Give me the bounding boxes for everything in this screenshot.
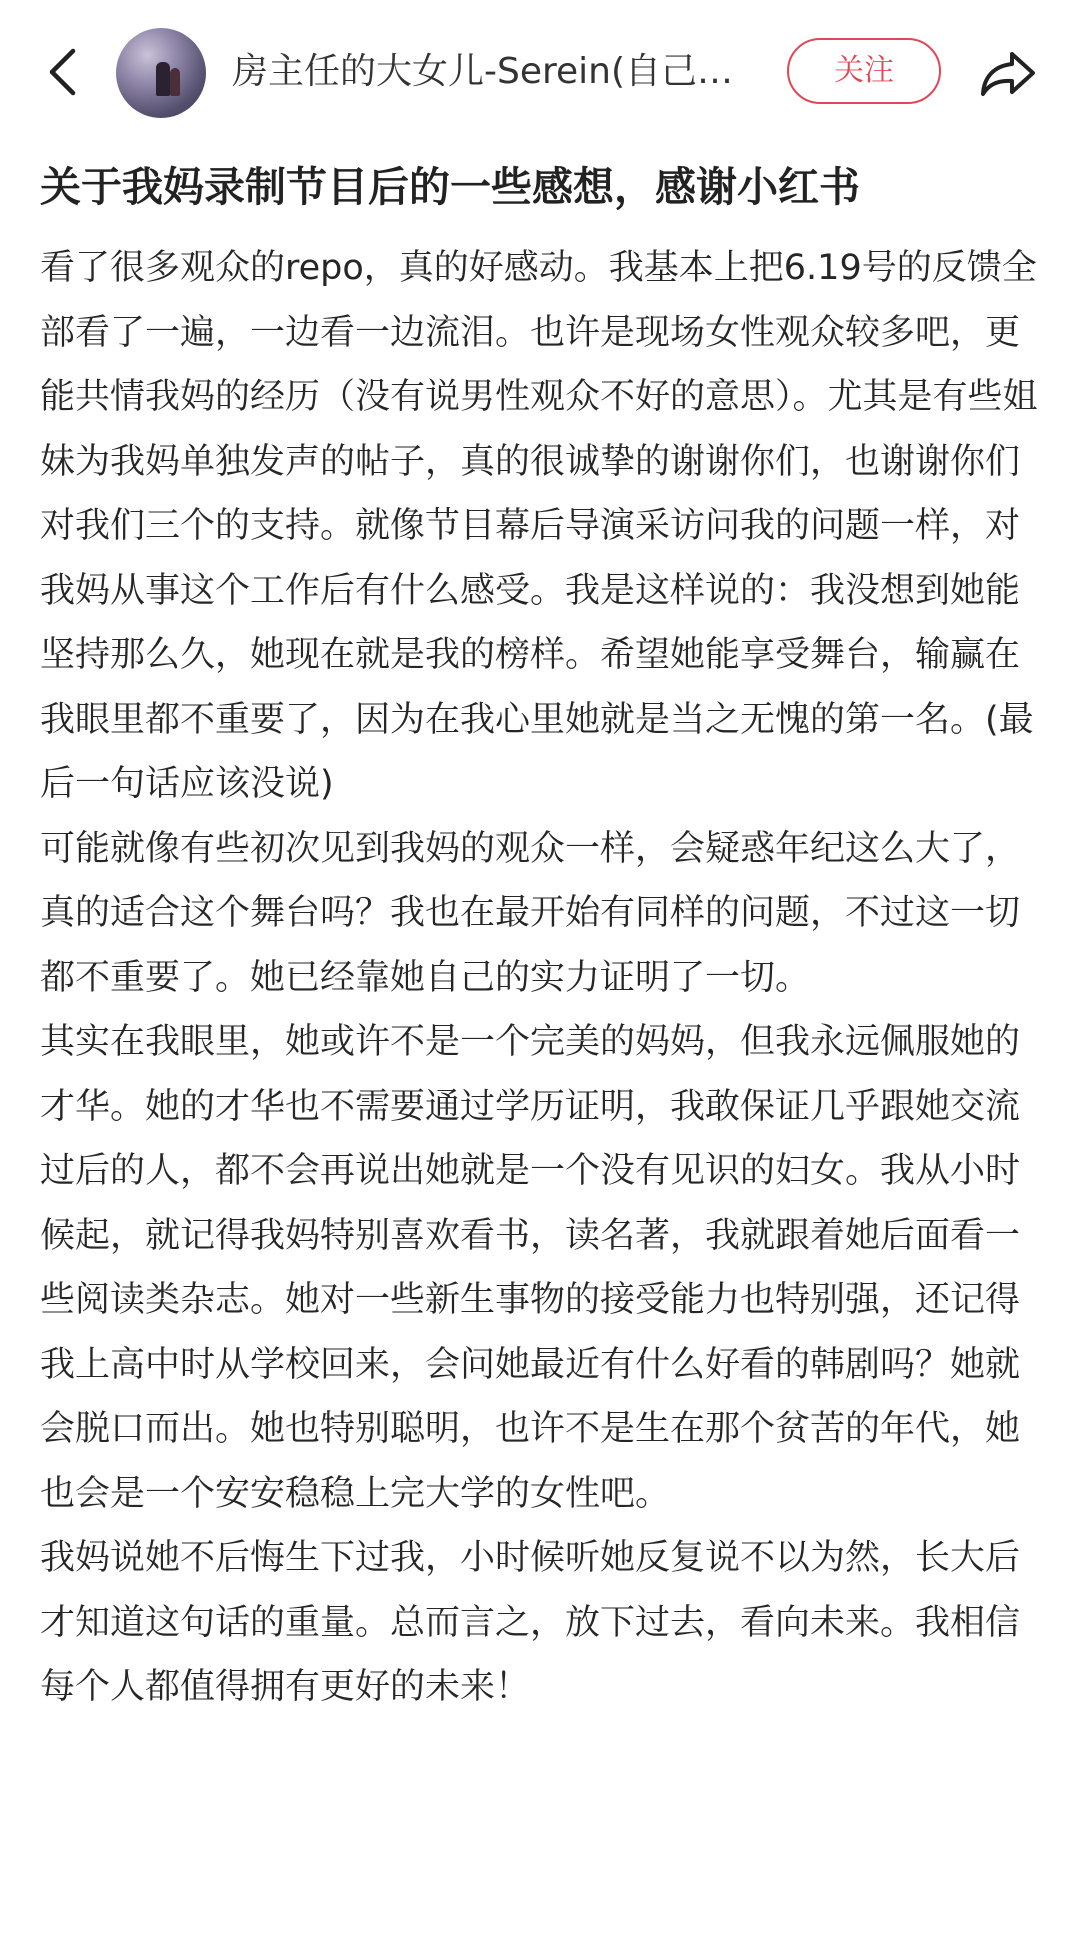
share-icon <box>979 49 1037 99</box>
follow-button[interactable]: 关注 <box>787 38 941 104</box>
note-paragraph: 我妈说她不后悔生下过我，小时候听她反复说不以为然，长大后才知道这句话的重量。总而言之，放下过去，看向未来。我相信每个人都值得拥有更好的未来！ <box>40 1538 1021 1707</box>
note-paragraph: 其实在我眼里，她或许不是一个完美的妈妈，但我永远佩服她的才华。她的才华也不需要通过学历证明，我敢保证几乎跟她交流过后的人，都不会再说出她就是一个没有见识的妇女。我从小时候起，就记得我妈特别喜欢看书，读名著，我就跟着她后面看一些阅读类杂志。她对一些新生事物的接受能力也特别强，还记得我上高中时从学校回来，会问她最近有什么好看的韩剧吗？她就会脱口而出。她也特别聪明，也许不是生在那个贫苦的年代，她也会是一个安安稳稳上完大学的女性吧。 <box>40 1022 1021 1514</box>
back-arrow-icon <box>47 47 77 97</box>
note-body <box>40 236 1040 1720</box>
top-bar <box>0 0 1080 148</box>
author-name[interactable]: 房主任的大女儿-Serein(自己… <box>232 51 734 92</box>
avatar-figure-shape <box>170 68 180 96</box>
note-title: 关于我妈录制节目后的一些感想，感谢小红书 <box>40 163 860 211</box>
back-button[interactable] <box>40 42 84 102</box>
avatar-figure-shape <box>156 62 170 96</box>
avatar[interactable] <box>116 28 206 118</box>
note-paragraph: 可能就像有些初次见到我妈的观众一样，会疑惑年纪这么大了，真的适合这个舞台吗？我也在最开始有同样的问题，不过这一切都不重要了。她已经靠她自己的实力证明了一切。 <box>40 828 1021 998</box>
note-paragraph: 看了很多观众的repo，真的好感动。我基本上把6.19号的反馈全部看了一遍，一边看一边流泪。也许是现场女性观众较多吧，更能共情我妈的经历（没有说男性观众不好的意思）。尤其是有些姐妹为我妈单独发声的帖子，真的很诚挚的谢谢你们，也谢谢你们对我们三个的支持。就像节目幕后导演采访问我的问题一样，对我妈从事这个工作后有什么感受。我是这样说的：我没想到她能坚持那么久，她现在就是我的榜样。希望她能享受舞台，输赢在我眼里都不重要了，因为在我心里她就是当之无愧的第一名。(最后一句话应该没说) <box>40 248 1038 804</box>
share-button[interactable] <box>976 44 1040 104</box>
